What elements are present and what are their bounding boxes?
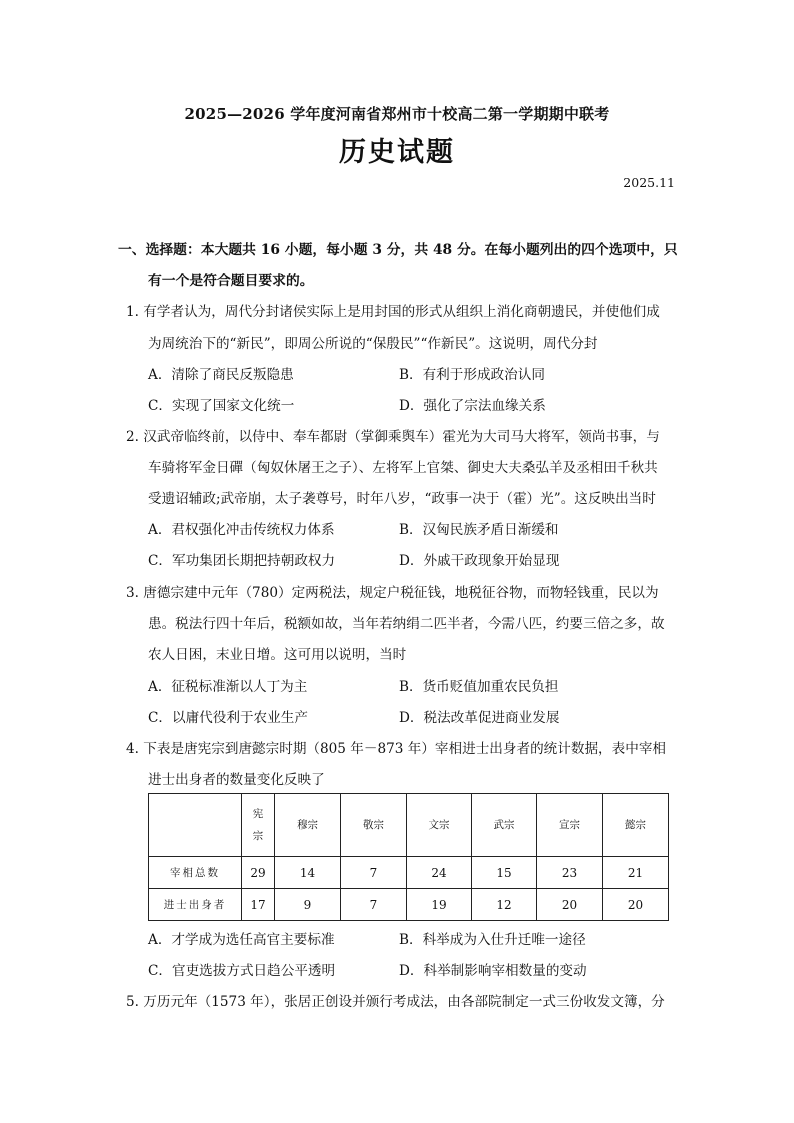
question-1-line-2: 为周统治下的“新民”，即周公所说的“保殷民”“作新民”。这说明，周代分封 — [148, 336, 598, 352]
question-1-option-b: B．有利于形成政治认同 — [399, 367, 545, 383]
table-cell: 7 — [341, 889, 407, 921]
question-2-option-a: A．君权强化冲击传统权力体系 — [148, 522, 335, 538]
table-cell: 21 — [603, 857, 669, 889]
question-2-line-1: 2. 汉武帝临终前，以侍中、奉车都尉（掌御乘舆车）霍光为大司马大将军，领尚书事，与 — [126, 429, 660, 445]
question-4-line-1: 4. 下表是唐宪宗到唐懿宗时期（805 年－873 年）宰相进士出身者的统计数据，表中宰相 — [126, 741, 667, 757]
table-header-cell: 懿宗 — [603, 794, 669, 857]
chancellor-statistics-table — [148, 793, 669, 921]
table-row-label: 宰相总数 — [149, 857, 242, 889]
question-3-line-1: 3. 唐德宗建中元年（780）定两税法，规定户税征钱，地税征谷物，而物轻钱重，民以为 — [126, 585, 659, 601]
exam-date: 2025.11 — [623, 175, 675, 190]
question-2-option-b: B．汉匈民族矛盾日渐缓和 — [399, 522, 559, 538]
question-2-option-c: C．军功集团长期把持朝政权力 — [148, 553, 336, 569]
table-header-cell: 武宗 — [472, 794, 537, 857]
question-4-option-d: D．科举制影响宰相数量的变动 — [399, 963, 587, 979]
table-cell: 20 — [537, 889, 603, 921]
question-1-option-a: A．清除了商民反叛隐患 — [148, 367, 294, 383]
table-header-row — [149, 794, 669, 857]
table-header-cell: 穆宗 — [275, 794, 341, 857]
question-4-line-2: 进士出身者的数量变化反映了 — [148, 772, 325, 788]
table-row — [149, 889, 669, 921]
table-cell: 9 — [275, 889, 341, 921]
question-3-option-c: C．以庸代役利于农业生产 — [148, 710, 308, 726]
table-row-label: 进士出身者 — [149, 889, 242, 921]
question-2-option-d: D．外戚干政现象开始显现 — [399, 553, 560, 569]
table-header-cell-empty — [149, 794, 242, 857]
table-cell: 14 — [275, 857, 341, 889]
question-5-line-1: 5. 万历元年（1573 年），张居正创设并颁行考成法，由各部院制定一式三份收发文簿，分 — [126, 994, 665, 1010]
table-header-xianzong: 宪宗 — [252, 808, 264, 842]
table-header-cell: 敬宗 — [341, 794, 407, 857]
exam-title: 2025—2026 学年度河南省郑州市十校高二第一学期期中联考 — [184, 105, 610, 123]
question-4-option-c: C．官吏选拔方式日趋公平透明 — [148, 963, 336, 979]
question-3-line-3: 农人日困，末业日增。这可用以说明，当时 — [148, 647, 407, 663]
question-1-line-1: 1. 有学者认为，周代分封诸侯实际上是用封国的形式从组织上消化商朝遗民，并使他们成 — [126, 304, 660, 320]
table-cell: 17 — [242, 889, 275, 921]
table-cell: 20 — [603, 889, 669, 921]
question-4-option-b: B．科举成为入仕升迁唯一途径 — [399, 932, 586, 948]
table-cell: 12 — [472, 889, 537, 921]
table-cell: 19 — [407, 889, 472, 921]
subject-title: 历史试题 — [339, 137, 455, 168]
question-4-option-a: A．才学成为选任高官主要标准 — [148, 932, 335, 948]
table-cell: 15 — [472, 857, 537, 889]
table-header-cell: 文宗 — [407, 794, 472, 857]
table-cell: 29 — [242, 857, 275, 889]
table-header-cell: 宣宗 — [537, 794, 603, 857]
table-cell: 23 — [537, 857, 603, 889]
question-2-line-3: 受遗诏辅政;武帝崩，太子袭尊号，时年八岁，“政事一决于（霍）光”。这反映出当时 — [148, 491, 656, 507]
table-cell: 7 — [341, 857, 407, 889]
question-3-option-b: B．货币贬值加重农民负担 — [399, 679, 559, 695]
section-instruction-line2: 有一个是符合题目要求的。 — [148, 273, 314, 289]
section-instruction-line1: 一、选择题：本大题共 16 小题，每小题 3 分，共 48 分。在每小题列出的四个选项中，只 — [118, 242, 678, 258]
question-2-line-2: 车骑将军金日磾（匈奴休屠王之子）、左将军上官桀、御史大夫桑弘羊及丞相田千秋共 — [148, 460, 658, 476]
question-1-option-d: D．强化了宗法血缘关系 — [399, 398, 546, 414]
question-3-option-d: D．税法改革促进商业发展 — [399, 710, 560, 726]
table-cell: 24 — [407, 857, 472, 889]
question-3-line-2: 患。税法行四十年后，税额如故，当年若纳绢二匹半者，今需八匹，约要三倍之多，故 — [148, 616, 665, 632]
table-header-cell — [242, 794, 275, 857]
question-1-option-c: C．实现了国家文化统一 — [148, 398, 295, 414]
table-row — [149, 857, 669, 889]
question-3-option-a: A．征税标准渐以人丁为主 — [148, 679, 308, 695]
